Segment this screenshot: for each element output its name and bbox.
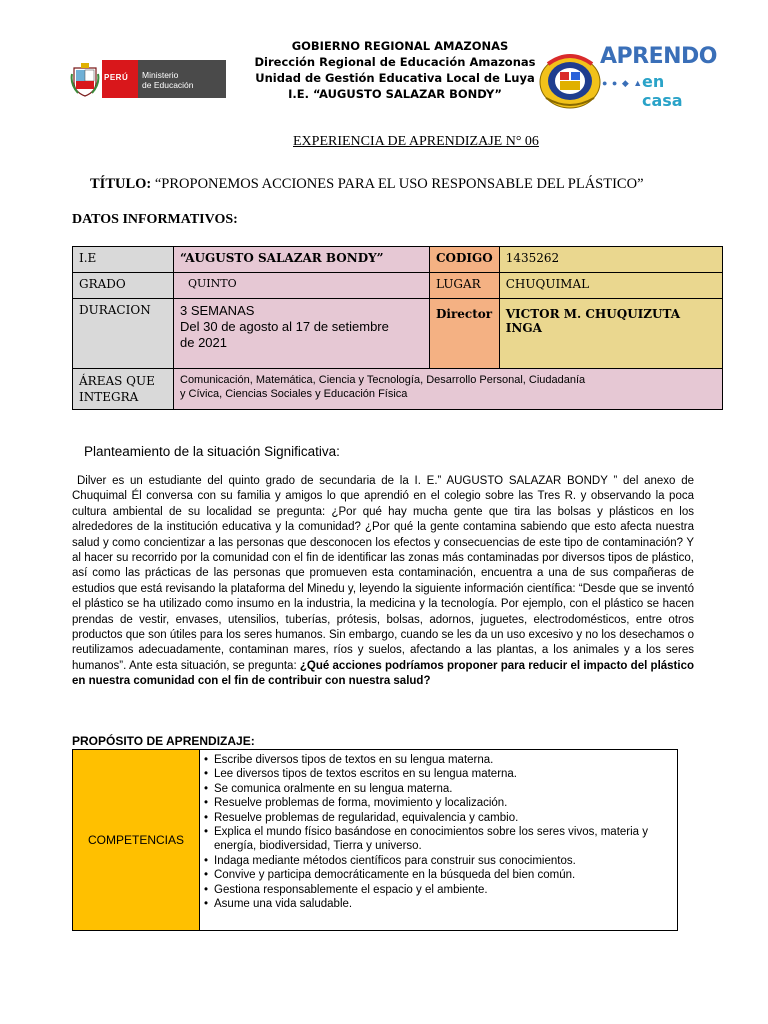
header-line-2: Dirección Regional de Educación Amazonas	[254, 55, 536, 69]
ie-label: I.E	[79, 251, 97, 265]
areas-label-line-1: ÁREAS QUE	[79, 374, 155, 388]
competencias-list-cell	[200, 750, 678, 931]
ministerio-logo	[70, 60, 226, 98]
document-title	[90, 176, 644, 193]
en-casa-word: en casa	[642, 72, 683, 110]
competencias-label-cell	[73, 750, 200, 931]
competencia-item: • Indaga mediante métodos científicos para construir sus conocimientos.	[204, 854, 673, 868]
aprendo-en-casa-logo	[600, 44, 717, 110]
peru-shield-icon	[70, 60, 100, 98]
ministerio-line-1: Ministerio	[142, 70, 179, 80]
competencia-item: • Se comunica oralmente en su lengua materna.	[204, 782, 673, 796]
competencia-item: • Escribe diversos tipos de textos en su lengua materna.	[204, 753, 673, 767]
codigo-label: CODIGO	[436, 251, 493, 265]
header-line-3: Unidad de Gestión Educativa Local de Luya	[255, 71, 535, 85]
areas-value-line-2: y Cívica, Ciencias Sociales y Educación Física	[180, 388, 408, 400]
duracion-line-2: Del 30 de agosto al 17 de setiembre	[180, 319, 389, 334]
competencias-label: COMPETENCIAS	[87, 833, 184, 847]
lugar-value-cell	[499, 273, 722, 299]
school-emblem-icon	[538, 48, 602, 112]
proposito-heading: PROPÓSITO DE APRENDIZAJE:	[72, 734, 255, 748]
competencia-item: • Explica el mundo físico basándose en conocimientos sobre los seres vivos, materia y energía, biodiversidad, Tierra y universo.	[204, 825, 673, 854]
competencia-item: • Convive y participa democráticamente en la búsqueda del bien común.	[204, 868, 673, 882]
datos-informativos-heading: DATOS INFORMATIVOS:	[72, 212, 238, 227]
grado-value-cell	[174, 273, 430, 299]
situation-question: ¿Qué acciones podríamos proponer para reducir el impacto del plástico en nuestra comunidad con el fin de contribuir con nuestra salud?	[72, 659, 694, 688]
ministerio-line-2: de Educación	[142, 80, 194, 90]
info-table	[72, 246, 723, 410]
grado-label: GRADO	[79, 277, 126, 291]
competencia-item: • Resuelve problemas de forma, movimiento y localización.	[204, 796, 673, 810]
title-text: “PROPONEMOS ACCIONES PARA EL USO RESPONSABLE DEL PLÁSTICO”	[151, 176, 644, 192]
aprendo-word: APRENDO	[600, 44, 717, 69]
director-label-cell	[430, 299, 500, 369]
lugar-label-cell	[430, 273, 500, 299]
duracion-label-cell	[73, 299, 174, 369]
director-label: Director	[436, 307, 493, 321]
areas-value-line-1: Comunicación, Matemática, Ciencia y Tecnología, Desarrollo Personal, Ciudadanía	[180, 374, 586, 386]
duracion-label: DURACION	[79, 303, 151, 317]
competencias-list	[204, 753, 673, 911]
codigo-label-cell	[430, 247, 500, 273]
grado-label-cell	[73, 273, 174, 299]
grado-value: QUINTO	[188, 277, 237, 290]
competencia-item: • Lee diversos tipos de textos escritos en su lengua materna.	[204, 767, 673, 781]
situation-text: Dilver es un estudiante del quinto grado de secundaria de la I. E.” AUGUSTO SALAZAR BONDY ” del anexo de Chuquimal Él conversa con su familia y amigos lo que aprendió en el colegio sobre las Tres R. y observando la poca cultura ambiental de su localidad se pregunta: ¿Por qué hay mucha gente que tira las bolsas y plásticos en los alrededores de la institución educativa y la comunidad? ¿Por qué la gente contamina sabiendo que esto afecta nuestra salud y como concientizar a las personas que desconocen los efectos y consecuencias de este tipo de contaminación? Y al hacer su recorrido por la comunidad con el fin de identificar las zonas más contaminadas por diversos tipos de plástico, así como las prácticas de las personas que promueven esta contaminación, encuentra a una de sus compañeras de estudios que está revisando la plataforma del Minedu y, leyendo la siguiente información científica: “Desde que se inventó el plástico se ha utilizado como insumo en la industria, la medicina y la tecnología. Por ejemplo, con el plástico se hacen prendas de vestir, envases, utensilios, tuberías, prótesis, bolsas, adornos, juguetes, electrodomésticos, entre otros productos que son útiles para los seres humanos. Sin embargo, cuando se les da un uso excesivo y no los desechamos o reutilizamos adecuadamente, contaminan mares, ríos y suelos, afectando a las plantas, a los animales y a los seres humanos”. Ante esta situación, se pregunta:	[72, 475, 695, 672]
areas-value-cell	[174, 369, 723, 410]
header-text	[230, 38, 560, 102]
areas-label-line-2: INTEGRA	[79, 390, 139, 404]
header-line-4: I.E. “AUGUSTO SALAZAR BONDY”	[288, 87, 502, 101]
codigo-value: 1435262	[505, 251, 560, 265]
competencias-table	[72, 749, 678, 931]
codigo-value-cell	[499, 247, 722, 273]
header-line-1: GOBIERNO REGIONAL AMAZONAS	[291, 39, 509, 53]
ie-value-cell	[174, 247, 430, 273]
situation-heading: Planteamiento de la situación Significativa:	[84, 444, 340, 459]
areas-label-cell	[73, 369, 174, 410]
situation-body	[72, 474, 694, 690]
director-value-cell	[499, 299, 722, 369]
competencia-item: • Resuelve problemas de regularidad, equivalencia y cambio.	[204, 811, 673, 825]
competencia-item: • Gestiona responsablemente el espacio y el ambiente.	[204, 883, 673, 897]
ie-label-cell	[73, 247, 174, 273]
lugar-value: CHUQUIMAL	[505, 277, 590, 291]
title-label: TÍTULO:	[90, 176, 152, 192]
duracion-line-3: de 2021	[180, 335, 227, 350]
experience-title: EXPERIENCIA DE APRENDIZAJE N° 06	[293, 134, 539, 149]
duracion-line-1: 3 SEMANAS	[180, 303, 255, 318]
aprendo-dots-icon: ● ● ◆ ▲	[602, 78, 644, 88]
ie-value: “AUGUSTO SALAZAR BONDY”	[180, 251, 384, 265]
peru-word: PERÚ	[104, 73, 129, 82]
lugar-label: LUGAR	[436, 277, 481, 291]
ministerio-name	[142, 70, 194, 90]
director-value: VICTOR M. CHUQUIZUTA INGA	[505, 307, 681, 335]
competencia-item: • Asume una vida saludable.	[204, 897, 673, 911]
duracion-value-cell	[174, 299, 430, 369]
